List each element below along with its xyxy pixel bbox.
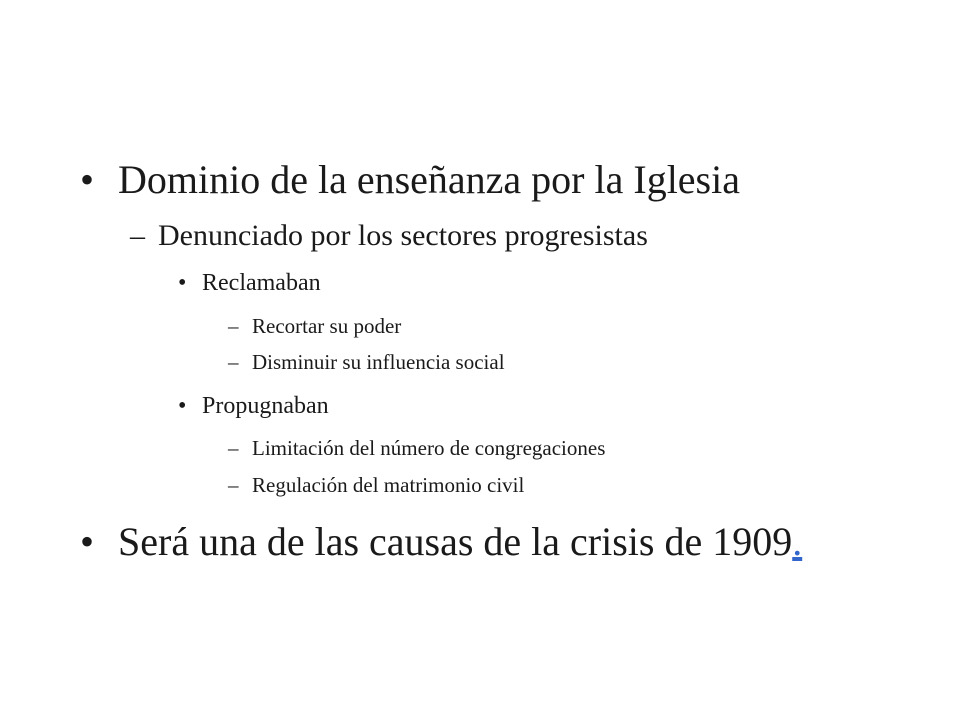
dash-marker: – — [228, 350, 239, 374]
bullet-text: Recortar su poder — [252, 314, 402, 338]
bullet-text: Disminuir su influencia social — [252, 350, 505, 374]
bullet-item-level3 — [178, 393, 778, 425]
dash-marker: – — [228, 473, 239, 497]
bullet-item-level1 — [80, 156, 880, 206]
bullet-text: Reclamaban — [202, 270, 321, 296]
bullet-item-level2 — [130, 219, 830, 259]
bullet-marker: • — [178, 393, 187, 419]
dash-marker: – — [130, 219, 145, 252]
bullet-text: Propugnaban — [202, 393, 329, 419]
bullet-item-level4 — [228, 314, 728, 342]
bullet-item-level1 — [80, 518, 900, 568]
dash-marker: – — [228, 436, 239, 460]
bullet-marker: • — [80, 157, 95, 202]
bullet-text-wrap — [118, 518, 802, 565]
dash-marker: – — [228, 314, 239, 338]
bullet-item-level3 — [178, 270, 778, 302]
bullet-marker: • — [178, 270, 187, 296]
bullet-marker: • — [80, 519, 95, 564]
bullet-item-level4 — [228, 473, 728, 501]
bullet-item-level4 — [228, 350, 728, 378]
bullet-text: Será una de las causas de la crisis de 1909 — [118, 519, 793, 564]
trailing-link[interactable]: . — [792, 519, 803, 564]
bullet-item-level4 — [228, 436, 788, 464]
bullet-text: Denunciado por los sectores progresistas — [158, 219, 648, 252]
bullet-text: Dominio de la enseñanza por la Iglesia — [118, 157, 740, 202]
bullet-text: Regulación del matrimonio civil — [252, 473, 525, 497]
bullet-text: Limitación del número de congregaciones — [252, 436, 606, 460]
